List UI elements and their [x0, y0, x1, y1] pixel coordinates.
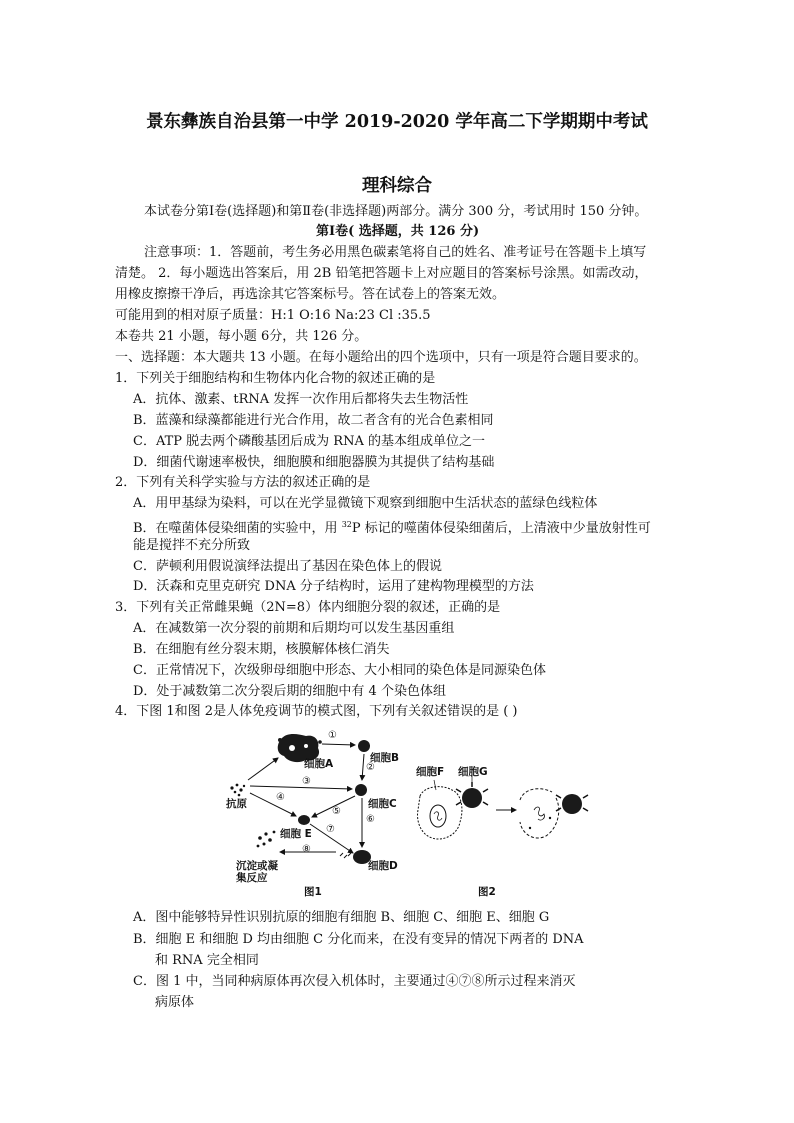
- question-4-option-c: C．图 1 中，当同种病原体再次侵入机体时，主要通过④⑦⑧所示过程来消灭: [133, 974, 576, 989]
- question-4-option-b-continued: 和 RNA 完全相同: [155, 953, 259, 968]
- section-one-heading: 一、选择题：本大题共 13 小题。在每小题给出的四个选项中，只有一项是符合题目要求的。: [115, 350, 647, 365]
- cell-b-label: 细胞B: [370, 752, 400, 764]
- arrow-3: [250, 786, 352, 789]
- question-1-option-a: A．抗体、激素、tRNA 发挥一次作用后都将失去生物活性: [133, 392, 469, 407]
- question-4-stem: 4．下图 1和图 2是人体免疫调节的模式图，下列有关叙述错误的是 ( ): [115, 704, 518, 719]
- cell-d-shape: [340, 850, 371, 864]
- question-4-option-c-continued: 病原体: [155, 995, 195, 1010]
- cell-c-shape: [355, 784, 367, 796]
- step-4-label: ④: [276, 792, 285, 803]
- cell-d-label: 细胞D: [368, 860, 398, 872]
- precipitate-label-1: 沉淀或凝: [236, 860, 278, 872]
- step-2-label: ②: [366, 762, 375, 773]
- exam-title: 景东彝族自治县第一中学 2019-2020 学年高二下学期期中考试: [146, 112, 648, 132]
- question-2-option-b-text-2: P 标记的噬菌体侵染细菌后，上清液中少量放射性可: [351, 521, 651, 536]
- arrow-antigen-to-a: [248, 758, 278, 780]
- question-3-option-b: B．在细胞有丝分裂末期，核膜解体核仁消失: [133, 642, 390, 657]
- step-3-label: ③: [302, 776, 311, 787]
- question-3-option-a: A．在减数第一次分裂的前期和后期均可以发生基因重组: [133, 621, 455, 636]
- cell-a-label: 细胞A: [304, 758, 334, 770]
- lysed-cell-shape: [520, 789, 559, 838]
- cell-b-shape: [358, 740, 370, 752]
- part1-heading: 第Ⅰ卷( 选择题，共 126 分): [316, 224, 480, 239]
- question-2-stem: 2．下列有关科学实验与方法的叙述正确的是: [115, 475, 371, 490]
- arrow-1: [322, 744, 355, 745]
- figure-2-drawing: [412, 758, 602, 898]
- indicator-line-f: [434, 780, 436, 790]
- step-7-label: ⑦: [326, 824, 335, 835]
- precipitate-dots: [257, 831, 276, 848]
- question-3-option-c: C．正常情况下，次级卵母细胞中形态、大小相同的染色体是同源染色体: [133, 663, 546, 678]
- atomic-mass-line: 可能用到的相对原子质量：H:1 O:16 Na:23 Cl :35.5: [115, 308, 431, 323]
- figure-2-diagram: [412, 758, 602, 898]
- notes-line-1: 注意事项：1．答题前，考生务必用黑色碳素笔将自己的姓名、准考证号在答题卡上填写: [144, 245, 647, 260]
- question-1-stem: 1．下列关于细胞结构和生物体内化合物的叙述正确的是: [115, 371, 436, 386]
- cell-g-released-shape: [556, 794, 588, 814]
- figure-1-caption: 图1: [304, 886, 322, 898]
- question-2-option-d: D．沃森和克里克研究 DNA 分子结构时，运用了建构物理模型的方法: [133, 579, 534, 594]
- question-2-option-b-text-1: B．在噬菌体侵染细菌的实验中，用: [133, 521, 342, 536]
- cell-g-label: 细胞G: [458, 766, 488, 778]
- question-2-option-a: A．用甲基绿为染料，可以在光学显微镜下观察到细胞中生活状态的蓝绿色线粒体: [133, 496, 598, 511]
- cell-f-shape: [418, 787, 462, 839]
- cell-e-shape: [298, 815, 310, 825]
- arrow-2: [362, 754, 364, 780]
- arrow-4: [250, 793, 296, 816]
- step-5-label: ⑤: [332, 806, 341, 817]
- cell-c-label: 细胞C: [368, 798, 397, 810]
- notes-line-3: 用橡皮擦擦干净后，再选涂其它答案标号。答在试卷上的答案无效。: [115, 287, 506, 302]
- question-1-option-c: C．ATP 脱去两个磷酸基团后成为 RNA 的基本组成单位之一: [133, 434, 485, 449]
- antigen-label: 抗原: [226, 798, 247, 810]
- question-1-option-b: B．蓝藻和绿藻都能进行光合作用，故二者含有的光合色素相同: [133, 413, 494, 428]
- antigen-dots: [230, 784, 245, 797]
- question-4-option-a: A．图中能够特异性识别抗原的细胞有细胞 B、细胞 C、细胞 E、细胞 G: [133, 910, 550, 925]
- precipitate-label-2: 集反应: [236, 872, 268, 884]
- question-3-option-d: D．处于减数第二次分裂后期的细胞中有 4 个染色体组: [133, 684, 446, 699]
- isotope-superscript: 32: [341, 520, 352, 529]
- cell-e-label: 细胞 E: [280, 828, 312, 840]
- figure-1-immune-diagram: [222, 728, 418, 898]
- exam-intro: 本试卷分第Ⅰ卷(选择题)和第Ⅱ卷(非选择题)两部分。满分 300 分，考试用时 150 分钟。: [144, 204, 648, 219]
- exam-subtitle: 理科综合: [362, 176, 432, 196]
- part-info-line: 本卷共 21 小题，每小题 6分，共 126 分。: [115, 329, 368, 344]
- step-8-label: ⑧: [302, 844, 311, 855]
- cell-f-label: 细胞F: [416, 766, 445, 778]
- question-4-option-b: B．细胞 E 和细胞 D 均由细胞 C 分化而来，在没有变异的情况下两者的 DNA: [133, 932, 584, 947]
- question-3-stem: 3．下列有关正常雌果蝇（2N=8）体内细胞分裂的叙述，正确的是: [115, 600, 501, 615]
- question-1-option-d: D．细菌代谢速率极快，细胞膜和细胞器膜为其提供了结构基础: [133, 455, 495, 470]
- question-2-option-b-continued: 能是搅拌不充分所致: [133, 538, 251, 553]
- step-1-label: ①: [328, 730, 337, 741]
- notes-line-2: 清楚。 2．每小题选出答案后，用 2B 铅笔把答题卡上对应题目的答案标号涂黑。如需改动，: [115, 266, 648, 281]
- figure-2-caption: 图2: [478, 886, 496, 898]
- step-6-label: ⑥: [366, 814, 375, 825]
- question-2-option-c: C．萨顿利用假说演绎法提出了基因在染色体上的假说: [133, 559, 442, 574]
